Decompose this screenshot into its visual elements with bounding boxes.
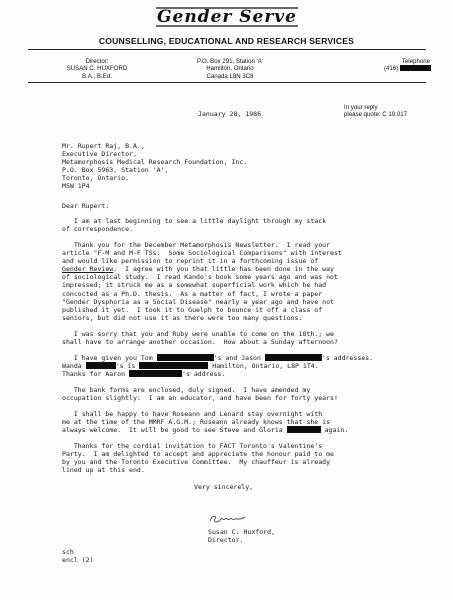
paragraph-5: [62, 386, 338, 402]
redacted-name: [265, 354, 322, 361]
director-degrees: B.A., B.Ed.: [82, 72, 112, 80]
paragraph-line: I shall be happy to have Roseann and Lenard stay overnight with: [62, 410, 323, 418]
paragraph-line: and would like permission to reprint it in a forthcoming issue of: [62, 257, 319, 266]
paragraph-fragment: Hamilton, Ontario, L8P 1T4.: [208, 362, 319, 371]
paragraph-6: [62, 410, 348, 434]
header-rule-top: [28, 49, 426, 50]
recipient-line: P.O. Box 5963, Station 'A',: [62, 166, 169, 175]
signature-name: Susan C. Huxford,: [208, 528, 276, 536]
paragraph-fragment: always welcome. It will be good to see Steve and Gloria: [62, 426, 287, 435]
paragraph-line: article "F-M and M-F TSs: Some Sociological Comparisons" with interest: [62, 249, 342, 258]
redacted-address: [139, 362, 208, 369]
telephone-prefix: (416): [384, 65, 399, 73]
redacted-name: [129, 370, 182, 377]
paragraph-fragment: again.: [320, 426, 349, 435]
director-label: Director:: [85, 58, 109, 65]
closing: Very sincerely,: [194, 483, 254, 491]
paragraph-line: Party. I am delighted to accept and appreciate the honour paid to me: [62, 450, 334, 459]
paragraph-line: seniors, but did not use it as there were too many questions.: [62, 313, 303, 322]
reply-line1: In your reply: [344, 104, 378, 111]
header-rule-bottom: [28, 82, 426, 83]
reply-line2: please quote: C 19.017: [344, 111, 408, 119]
initials: sch: [62, 548, 74, 556]
paragraph-line: I was sorry that you and Ruby were unable to come on the 18th.; we: [62, 330, 334, 338]
paragraph-fragment: 's and Jason: [213, 354, 265, 362]
paragraph-line: lined up at this end.: [62, 466, 145, 475]
recipient-line: Mr. Rupert Raj, B.A.,: [62, 142, 145, 150]
paragraph-line: Thank you for the December Metamorphosis Newsletter. I read your: [62, 241, 331, 249]
paragraph-fragment: 's addresses.: [321, 354, 374, 362]
address-block: [190, 58, 270, 80]
paragraph-fragment: Wanda: [62, 362, 86, 371]
paragraph-fragment: 's address.: [182, 370, 226, 379]
paragraph-line: by you and the Toronto Executive Committee. My chauffeur is already: [62, 458, 331, 467]
paragraph-line: occupation slightly: I am an educator, and have been for forty years!: [62, 394, 338, 403]
paragraph-2: [62, 241, 342, 322]
paragraph-line: me at the time of the MMRF A.G.M.; Roseann already knows that she is: [62, 418, 331, 427]
letterhead-subtitle: COUNSELLING, EDUCATIONAL AND RESEARCH SERVICES: [98, 36, 355, 46]
address-line2: Hamilton, Ontario: [206, 65, 254, 73]
recipient-line: Executive Director,: [62, 150, 137, 159]
paragraph-fragment: . I agree with you that little has been done in the way: [113, 265, 334, 274]
gender-serve-logo: [152, 6, 302, 28]
paragraph-line: The bank forms are enclosed, duly signed. I have amended my: [62, 386, 311, 394]
paragraph-7: [62, 442, 334, 474]
paragraph-line: published it yet. I took it to Guelph to bounce it off a class of: [62, 305, 323, 314]
paragraph-line: concocted as a Ph.D. thesis. As a matter of fact, I wrote a paper: [62, 289, 323, 298]
salutation: Dear Rupert:: [62, 202, 110, 210]
initials-enclosure: [62, 548, 94, 564]
signature-title: Director.: [208, 536, 244, 545]
paragraph-fragment: 's is: [115, 362, 140, 371]
paragraph-4: [62, 354, 373, 378]
redacted-name: [157, 354, 214, 361]
paragraph-line: I am at last beginning to see a little daylight through my stack: [62, 217, 327, 225]
telephone-block: [384, 58, 444, 73]
paragraph-line: impressed; it struck me as a somewhat superficial work which he had: [62, 281, 327, 290]
paragraph-3: [62, 330, 338, 346]
recipient-line: M5W 1P4: [62, 182, 90, 191]
recipient-address: [62, 142, 247, 191]
paragraph-line: Thanks for the cordial invitation to FACT Toronto's Valentine's: [62, 442, 323, 450]
director-block: [62, 58, 132, 80]
handwritten-signature: [208, 512, 248, 526]
paragraph-line: shall have to arrange another occasion. How about a Sunday afternoon?: [62, 338, 338, 347]
address-line1: P.O. Box 291, Station 'A': [197, 58, 263, 65]
letter-date: January 28, 1986: [198, 110, 262, 118]
paragraph-fragment: Thanks for Aaron: [62, 370, 130, 379]
reply-reference: [344, 104, 407, 119]
address-line3: Canada L8N 3C8: [206, 72, 254, 80]
paragraph-line: of correspondence.: [62, 225, 133, 234]
telephone-label: Telephone: [401, 58, 430, 65]
paragraph-line: "Gender Dysphoria as a Social Disease" nearly a year ago and have not: [62, 297, 334, 306]
recipient-line: Metamorphosis Medical Research Foundation, Inc.: [62, 158, 248, 167]
redacted-phone: [400, 65, 431, 71]
redacted-name: [86, 362, 116, 369]
gender-review-title: Gender Review: [62, 265, 114, 274]
director-name: SUSAN C. HUXFORD: [66, 65, 128, 73]
redacted-name: [287, 426, 321, 433]
paragraph-1: [62, 217, 326, 233]
signature-block: [208, 528, 275, 544]
logo-text: Gender Serve: [156, 7, 297, 27]
recipient-line: Toronto, Ontario.: [62, 174, 130, 183]
paragraph-line: of sociological study. I read Kando's book some years ago and was not: [62, 273, 338, 282]
paragraph-fragment: I have given you Tom: [62, 354, 157, 362]
enclosure-note: encl (2): [62, 556, 94, 565]
